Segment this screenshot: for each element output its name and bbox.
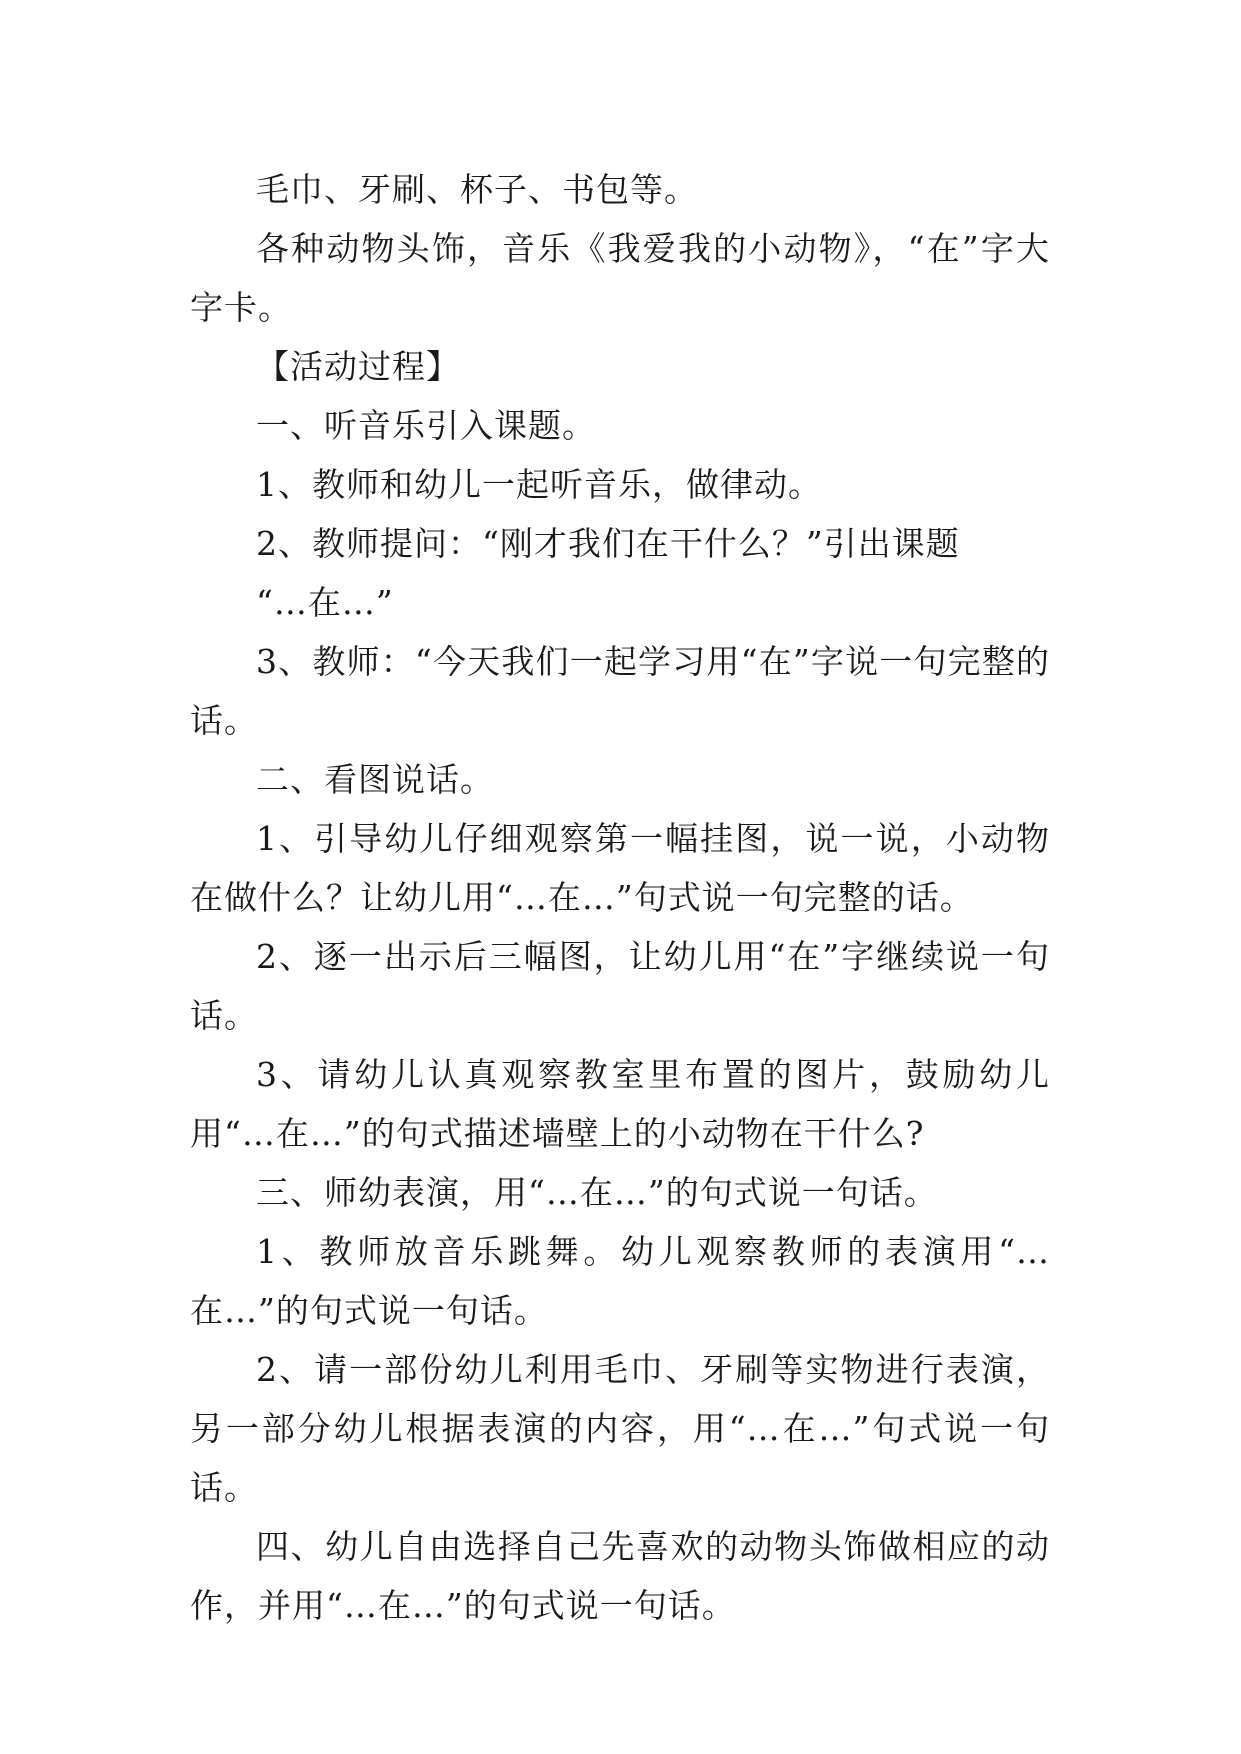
document-page [190, 160, 1050, 1635]
paragraph-materials-headwear: 各种动物头饰，音乐《我爱我的小动物》，“在”字大字卡。 [190, 229, 1050, 327]
section-heading-activity-process: 【活动过程】 [256, 347, 460, 386]
step-heading-4: 四、幼儿自由选择自己先喜欢的动物头饰做相应的动作，并用“…在…”的句式说一句话。 [190, 1527, 1050, 1625]
step-3-item-1: 1、教师放音乐跳舞。幼儿观察教师的表演用“…在…”的句式说一句话。 [190, 1232, 1050, 1330]
step-heading-3: 三、师幼表演，用“…在…”的句式说一句话。 [256, 1173, 938, 1212]
step-1-item-3: 3、教师：“今天我们一起学习用“在”字说一句完整的话。 [190, 642, 1050, 740]
step-2-item-1: 1、引导幼儿仔细观察第一幅挂图，说一说，小动物在做什么？让幼儿用“…在…”句式说一句完整的话。 [190, 819, 1050, 917]
step-heading-1: 一、听音乐引入课题。 [256, 406, 596, 445]
step-3-item-2: 2、请一部份幼儿利用毛巾、牙刷等实物进行表演，另一部分幼儿根据表演的内容，用“…在…”句式说一句话。 [190, 1350, 1050, 1507]
step-1-item-2: 2、教师提问：“刚才我们在干什么？”引出课题 [256, 524, 960, 563]
step-1-item-1: 1、教师和幼儿一起听音乐，做律动。 [256, 465, 822, 504]
step-2-item-2: 2、逐一出示后三幅图，让幼儿用“在”字继续说一句话。 [190, 937, 1050, 1035]
step-heading-2: 二、看图说话。 [256, 760, 494, 799]
step-2-item-3: 3、请幼儿认真观察教室里布置的图片，鼓励幼儿用“…在…”的句式描述墙壁上的小动物在干什么? [190, 1055, 1050, 1153]
step-1-item-2-topic: “…在…” [256, 583, 394, 622]
paragraph-materials-items: 毛巾、牙刷、杯子、书包等。 [256, 170, 698, 209]
